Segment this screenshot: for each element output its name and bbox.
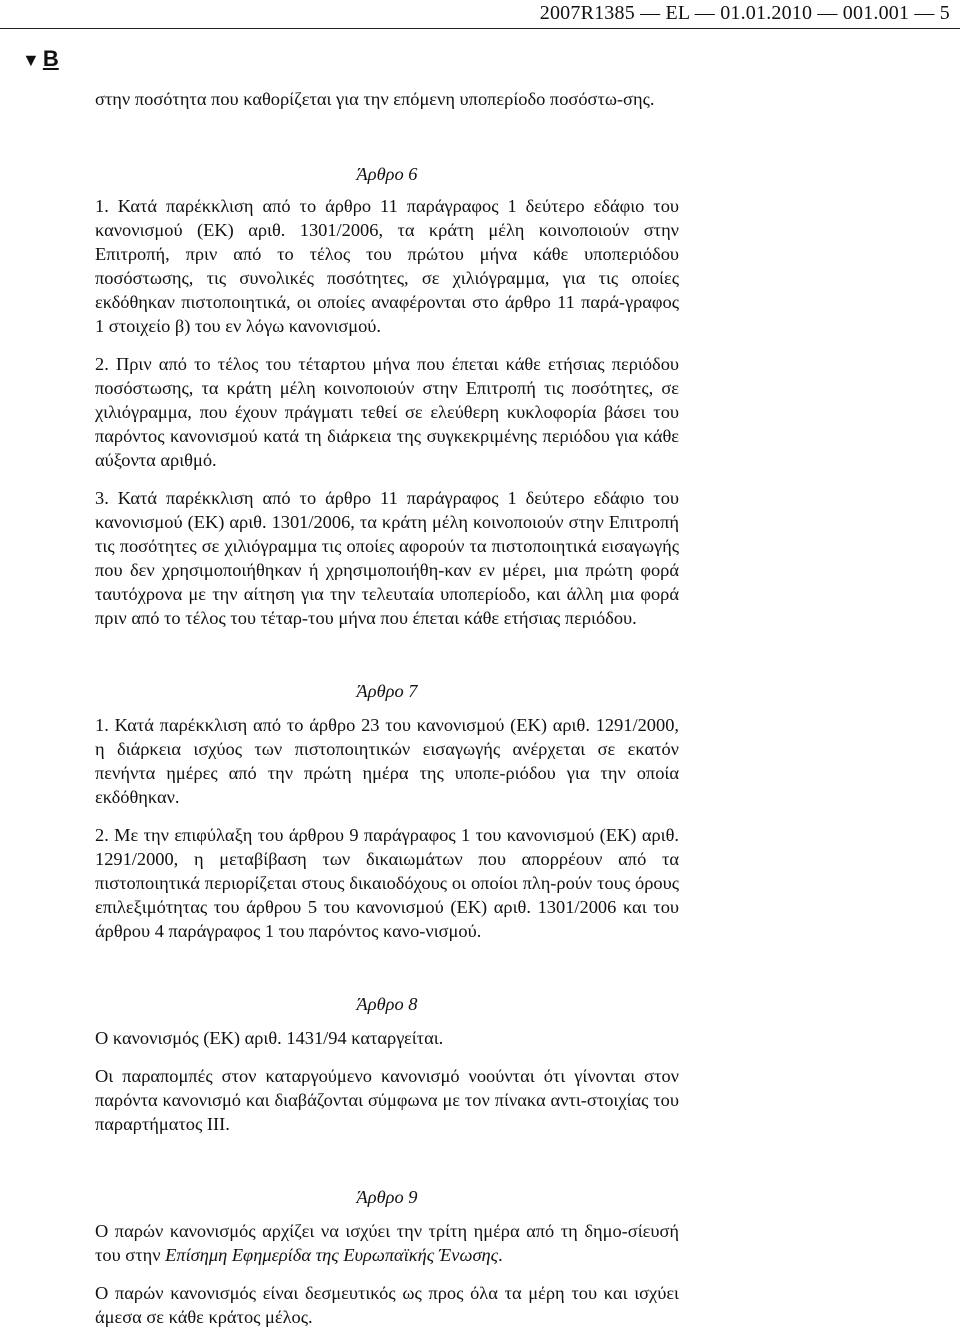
article-9-heading: Άρθρο 9 <box>356 1187 418 1207</box>
article-7-paragraph-2: 2. Με την επιφύλαξη του άρθρου 9 παράγραφος 1 του κανονισμού (ΕΚ) αριθ. 1291/2000, η μεταβίβαση των δικαιωμάτων που απορρέουν από τα πιστοποιητικά περιορίζεται στους δικαιοδόχους οι οποίοι πλη-ρούν τους όρους επιλεξιμότητας του άρθρου 5 του κανονισμού (ΕΚ) αριθ. 1301/2006 και του άρθρου 4 παράγραφος 1 του παρόντος κανο-νισμού. <box>95 825 679 941</box>
official-journal-title: Επίσημη Εφημερίδα της Ευρωπαϊκής Ένωσης <box>165 1245 499 1265</box>
article-6-paragraph-2: 2. Πριν από το τέλος του τέταρτου μήνα που έπεται κάθε ετήσιας περιόδου ποσόστωσης, τα κράτη μέλη κοινοποιούν στην Επιτροπή τις ποσότητες, σε χιλιόγραμμα, που έχουν πράγματι τεθεί σε ελεύθερη κυκλοφορία βάσει του παρόντος κανονισμού κατά τη διάρκεια της συγκεκριμένης περιόδου για κάθε αύξοντα αριθμό. <box>95 354 679 470</box>
article-9-paragraph-2: Ο παρών κανονισμός είναι δεσμευτικός ως προς όλα τα μέρη του και ισχύει άμεσα σε κάθε κράτος μέλος. <box>95 1283 679 1327</box>
triangle-down-icon: ▼ <box>22 50 40 70</box>
article-9-p1-end: . <box>498 1245 503 1265</box>
article-8-paragraph-1: Ο κανονισμός (ΕΚ) αριθ. 1431/94 καταργείται. <box>95 1028 444 1048</box>
article-6-paragraph-3: 3. Κατά παρέκκλιση από το άρθρο 11 παράγραφος 1 δεύτερο εδάφιο του κανονισμού (ΕΚ) αριθ. 1301/2006, τα κράτη μέλη κοινοποιούν στην Επιτροπή τις ποσότητες σε χιλιόγραμμα τις οποίες αφορούν τα πιστοποιητικά εισαγωγής που δεν χρησιμοποιήθηκαν ή χρησιμοποιήθη-καν εν μέρει, μια πρώτη φορά ταυτόχρονα με την αίτηση για την τελευταία υποπερίοδο, και άλλη μια φορά πριν από το τέλος του τέταρ-του μήνα που έπεται κάθε ετήσιας περιόδου. <box>95 488 679 628</box>
article-7-heading: Άρθρο 7 <box>356 681 418 701</box>
article-6-heading: Άρθρο 6 <box>356 164 418 184</box>
article-8-heading: Άρθρο 8 <box>356 994 418 1014</box>
article-8-paragraph-2: Οι παραπομπές στον καταργούμενο κανονισμό νοούνται ότι γίνονται στον παρόντα κανονισμό και διαβάζονται σύμφωνα με τον πίνακα αντι-στοιχίας του παραρτήματος III. <box>95 1066 679 1134</box>
document-body <box>95 87 679 1329</box>
intro-paragraph: στην ποσότητα που καθορίζεται για την επόμενη υποπερίοδο ποσόστω-σης. <box>95 89 655 109</box>
article-6-paragraph-1: 1. Κατά παρέκκλιση από το άρθρο 11 παράγραφος 1 δεύτερο εδάφιο του κανονισμού (ΕΚ) αριθ. 1301/2006, τα κράτη μέλη κοινοποιούν στην Επιτροπή, πριν από το τέλος του πρώτου μήνα κάθε υποπεριόδου ποσόστωσης, τις συνολικές ποσότητες, σε χιλιόγραμμα, για τις οποίες εκδόθηκαν πιστοποιητικά, οι οποίες αναφέρονται στο άρθρο 11 παρά-γραφος 1 στοιχείο β) του εν λόγω κανονισμού. <box>95 196 679 336</box>
article-7-paragraph-1: 1. Κατά παρέκκλιση από το άρθρο 23 του κανονισμού (ΕΚ) αριθ. 1291/2000, η διάρκεια ισχύος των πιστοποιητικών εισαγωγής ανέρχεται σε εκατόν πενήντα ημέρες από την πρώτη ημέρα της υποπε-ριόδου για την οποία εκδόθηκαν. <box>95 715 679 807</box>
amendment-letter: B <box>42 46 59 71</box>
article-9-p1-text: Ο παρών κανονισμός αρχίζει να ισχύει την τρίτη ημέρα από τη δημο-σίευσή του στην <box>95 1221 679 1265</box>
document-reference: 2007R1385 — EL — 01.01.2010 — 001.001 — 5 <box>539 2 950 24</box>
consolidation-marker <box>22 46 59 72</box>
page-header <box>0 0 960 29</box>
article-9-paragraph-1 <box>95 1219 679 1267</box>
